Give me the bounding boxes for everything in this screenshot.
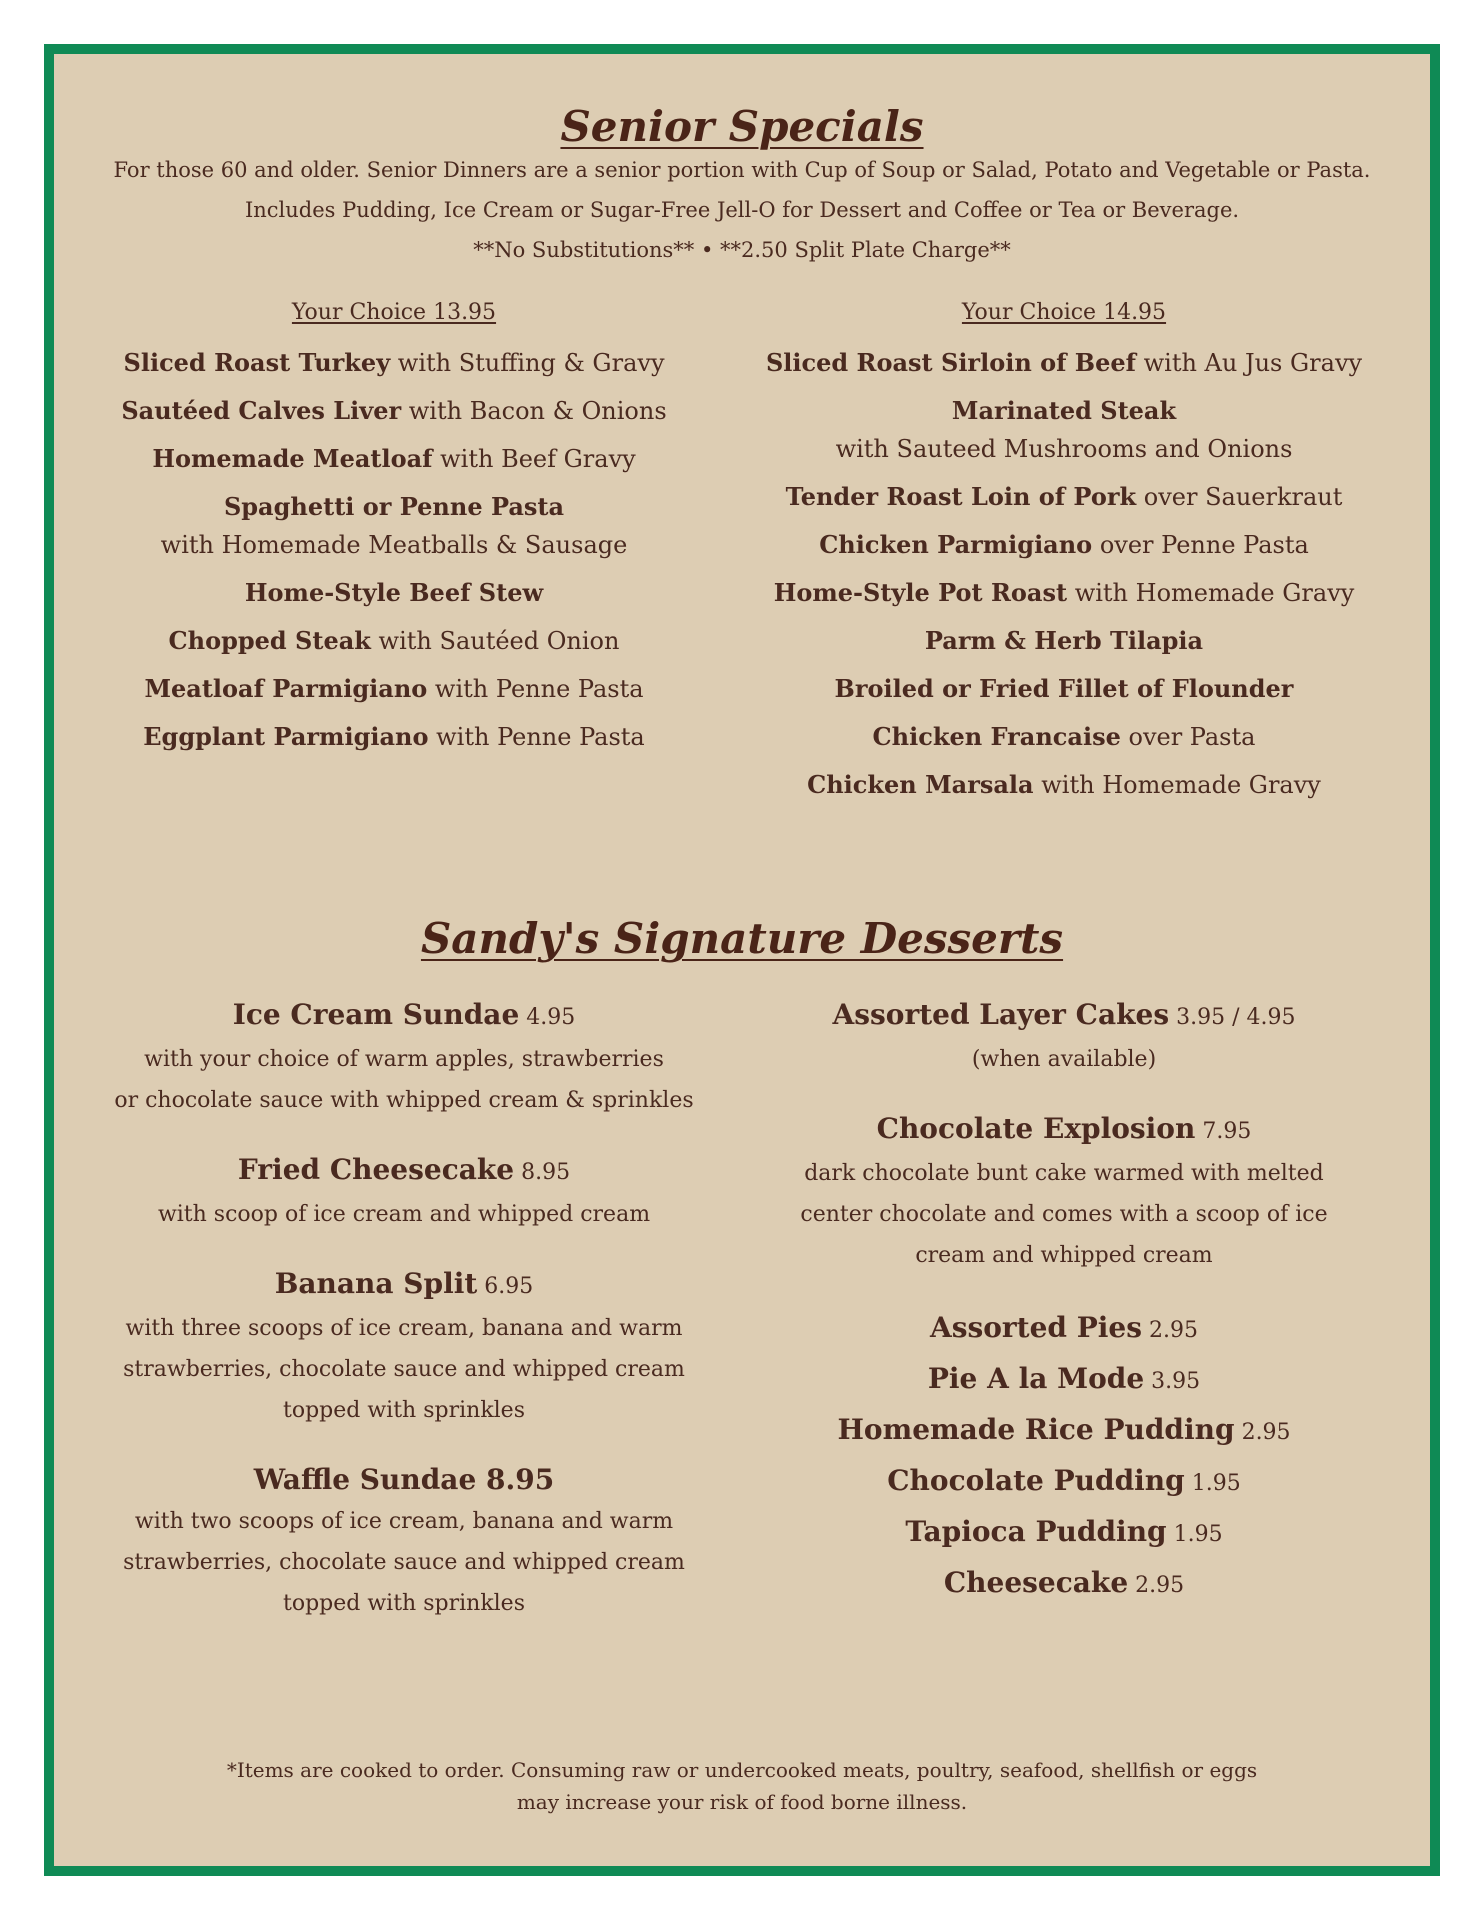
dessert-price: 3.95 <box>1144 1369 1201 1394</box>
dessert-desc: topped with sprinkles <box>283 1398 525 1423</box>
dessert-name: Chocolate Explosion <box>876 1112 1196 1145</box>
dessert-item <box>744 1508 1384 1559</box>
dessert-price: 1.95 <box>1184 1471 1241 1496</box>
dessert-name: Fried Cheesecake <box>237 1153 515 1186</box>
entree-item <box>734 766 1394 804</box>
disclaimer-line: may increase your risk of food borne illness. <box>516 1790 968 1814</box>
dessert-desc: with two scoops of ice cream, banana and warm <box>134 1509 674 1534</box>
dessert-item <box>744 1355 1384 1406</box>
small-desserts-list <box>744 1304 1384 1610</box>
dessert-desc: center chocolate and comes with a scoop of ice <box>800 1202 1328 1227</box>
disclaimer-line: *Items are cooked to order. Consuming raw or undercooked meats, poultry, seafood, shellfish or eggs <box>226 1758 1258 1782</box>
entree-desc: with Homemade Meatballs & Sausage <box>160 531 628 559</box>
entree-desc: over Penne Pasta <box>1092 531 1309 559</box>
intro-line: For those 60 and older. Senior Dinners are a senior portion with Cup of Soup or Salad, Potato and Vegetable or Pasta. <box>113 158 1371 182</box>
entree-name: Sliced Roast Turkey <box>123 348 391 377</box>
dessert-desc: (when available) <box>971 1047 1157 1072</box>
dessert-price: 7.95 <box>1195 1119 1252 1144</box>
choice-heading: Your Choice 14.95 <box>961 300 1167 325</box>
entree-name: Home-Style Pot Roast <box>773 578 1068 607</box>
dessert-heading <box>94 994 714 1039</box>
dessert-item <box>744 994 1384 1080</box>
dessert-heading <box>94 1149 714 1194</box>
entree-item <box>734 526 1394 564</box>
dessert-desc: strawberries, chocolate sauce and whipped cream <box>123 1550 685 1575</box>
entree-desc: with Penne Pasta <box>428 723 645 751</box>
dessert-price: 4.95 <box>519 1005 576 1030</box>
dessert-desc: dark chocolate bunt cake warmed with melted <box>804 1161 1324 1186</box>
entree-item <box>94 622 694 660</box>
senior-specials-title: Senior Specials <box>560 102 924 151</box>
dessert-heading <box>744 1108 1384 1153</box>
entree-desc: with Sauteed Mushrooms and Onions <box>835 435 1293 463</box>
entree-item <box>734 574 1394 612</box>
dessert-item <box>94 994 714 1121</box>
dessert-name: Assorted Pies <box>929 1311 1143 1344</box>
dessert-item <box>744 1457 1384 1508</box>
dessert-item <box>94 1263 714 1431</box>
dessert-name: Chocolate Pudding <box>887 1464 1185 1497</box>
dessert-column-left <box>94 994 714 1652</box>
entree-name: Marinated Steak <box>951 396 1177 425</box>
dessert-desc: cream and whipped cream <box>915 1243 1213 1268</box>
entree-name: Sautéed Calves Liver <box>121 396 402 425</box>
entree-item <box>94 718 694 756</box>
dessert-desc: with scoop of ice cream and whipped cream <box>157 1202 651 1227</box>
dessert-desc: with three scoops of ice cream, banana and warm <box>125 1316 683 1341</box>
dessert-heading <box>94 1459 714 1501</box>
dessert-heading <box>744 994 1384 1039</box>
dessert-desc: strawberries, chocolate sauce and whipped cream <box>123 1357 685 1382</box>
dessert-item <box>94 1149 714 1235</box>
dessert-name: Assorted Layer Cakes <box>832 998 1170 1031</box>
dessert-desc: topped with sprinkles <box>283 1591 525 1616</box>
entree-item <box>734 670 1394 708</box>
entree-desc: with Beef Gravy <box>432 445 636 473</box>
dessert-item <box>744 1559 1384 1610</box>
entree-name: Eggplant Parmigiano <box>143 722 429 751</box>
dessert-item <box>94 1459 714 1624</box>
food-safety-disclaimer <box>114 1754 1370 1818</box>
entree-item <box>94 344 694 382</box>
entree-name: Chicken Francaise <box>872 722 1121 751</box>
entree-desc: with Homemade Gravy <box>1033 771 1321 799</box>
entree-name: Chopped Steak <box>168 626 371 655</box>
entree-desc: over Sauerkraut <box>1136 483 1343 511</box>
dessert-price: 6.95 <box>477 1274 534 1299</box>
dessert-name: Ice Cream Sundae <box>232 998 520 1031</box>
entree-item <box>734 478 1394 516</box>
entree-name: Tender Roast Loin of Pork <box>785 482 1137 511</box>
entree-desc: with Penne Pasta <box>427 675 644 703</box>
dessert-name: Tapioca Pudding <box>905 1515 1167 1548</box>
dessert-price: 1.95 <box>1166 1522 1223 1547</box>
dessert-name: Pie A la Mode <box>927 1362 1145 1395</box>
entree-desc: with Au Jus Gravy <box>1135 349 1363 377</box>
dessert-item <box>744 1406 1384 1457</box>
senior-column-right <box>734 296 1394 814</box>
entree-item <box>734 392 1394 468</box>
entree-desc: with Bacon & Onions <box>401 397 667 425</box>
entree-name: Homemade Meatloaf <box>152 444 433 473</box>
intro-line: Includes Pudding, Ice Cream or Sugar-Free Jell-O for Dessert and Coffee or Tea or Beverage. <box>244 198 1240 222</box>
entree-item <box>94 670 694 708</box>
entree-name: Sliced Roast Sirloin of Beef <box>765 348 1136 377</box>
intro-line: **No Substitutions** • **2.50 Split Plate Charge** <box>473 238 1011 262</box>
senior-column-left <box>94 296 694 766</box>
dessert-item <box>744 1108 1384 1276</box>
dessert-name: Homemade Rice Pudding <box>837 1413 1235 1446</box>
entree-item <box>734 718 1394 756</box>
dessert-price: 3.95 / 4.95 <box>1169 1005 1296 1030</box>
entree-name: Chicken Parmigiano <box>819 530 1093 559</box>
entree-name: Home-Style Beef Stew <box>244 578 544 607</box>
entree-item <box>94 440 694 478</box>
dessert-column-right <box>744 994 1384 1610</box>
senior-intro <box>74 150 1410 270</box>
dessert-item <box>744 1304 1384 1355</box>
dessert-name: Waffle Sundae 8.95 <box>253 1463 555 1496</box>
dessert-heading <box>94 1263 714 1308</box>
entree-item <box>94 392 694 430</box>
entree-name: Parm & Herb Tilapia <box>924 626 1204 655</box>
entree-item <box>94 574 694 612</box>
entree-item <box>94 488 694 564</box>
entree-desc: with Homemade Gravy <box>1067 579 1355 607</box>
entree-name: Meatloaf Parmigiano <box>144 674 428 703</box>
dessert-price: 8.95 <box>514 1160 571 1185</box>
entree-name: Spaghetti or Penne Pasta <box>223 492 565 521</box>
dessert-price: 2.95 <box>1128 1573 1185 1598</box>
dessert-desc: or chocolate sauce with whipped cream & sprinkles <box>114 1088 694 1113</box>
entree-item <box>734 344 1394 382</box>
entree-desc: with Sautéed Onion <box>370 627 620 655</box>
dessert-name: Banana Split <box>274 1267 478 1300</box>
dessert-desc: with your choice of warm apples, strawberries <box>144 1047 664 1072</box>
desserts-title: Sandy's Signature Desserts <box>420 914 1064 963</box>
entree-name: Chicken Marsala <box>807 770 1034 799</box>
dessert-price: 2.95 <box>1142 1318 1198 1343</box>
entree-desc: over Pasta <box>1120 723 1256 751</box>
entree-name: Broiled or Fried Fillet of Flounder <box>834 674 1294 703</box>
choice-heading: Your Choice 13.95 <box>291 300 497 325</box>
dessert-name: Cheesecake <box>943 1566 1129 1599</box>
dessert-price: 2.95 <box>1234 1420 1291 1445</box>
entree-item <box>734 622 1394 660</box>
entree-desc: with Stuffing & Gravy <box>390 349 665 377</box>
menu-page <box>44 44 1440 1876</box>
